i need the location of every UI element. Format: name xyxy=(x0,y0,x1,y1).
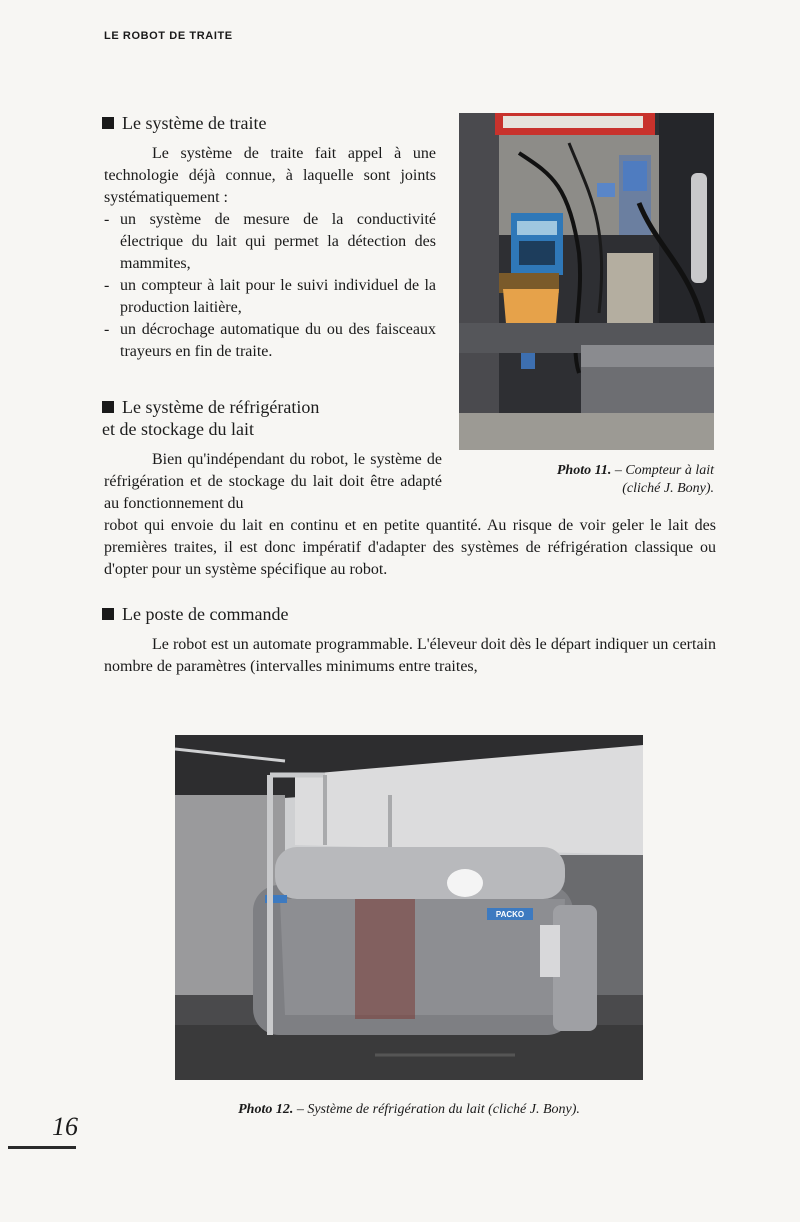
list-item: - un compteur à lait pour le suivi individuel de la production laitière, xyxy=(104,275,436,319)
photo11-label: Photo 11. xyxy=(556,463,612,478)
section-heading-commande: Le poste de commande xyxy=(102,603,288,625)
photo12-caption: Photo 12. – Système de réfrigération du lait (cliché J. Bony). xyxy=(238,1102,580,1117)
photo-refrigeration-tank xyxy=(175,735,643,1080)
milk-meter-illustration xyxy=(459,113,714,450)
photo-milk-meter xyxy=(459,113,714,450)
section-body-traite xyxy=(104,143,436,363)
page-number-rule xyxy=(8,1146,76,1149)
page-number: 16 xyxy=(52,1112,78,1141)
square-bullet-icon xyxy=(102,608,114,620)
section-heading-traite: Le système de traite xyxy=(102,112,266,134)
refrigeration-para-start: Bien qu'indépendant du robot, le système de réfrigération et de stockage du lait doit être adapté au fonctionnement du xyxy=(104,451,442,512)
traite-intro: Le système de traite fait appel à une technologie déjà connue, à laquelle sont joints systématiquement : xyxy=(104,145,436,206)
commande-para: Le robot est un automate programmable. L'éleveur doit dès le départ indiquer un certain nombre de paramètres (intervalles minimums entre traites, xyxy=(104,636,716,675)
running-head: LE ROBOT DE TRAITE xyxy=(104,30,233,42)
tank-brand-label: PACKO xyxy=(495,910,525,919)
list-item: - un système de mesure de la conductivité électrique du lait qui permet la détection des mammites, xyxy=(104,209,436,275)
refrigeration-tank-illustration xyxy=(175,735,643,1080)
refrigeration-para-continued: robot qui envoie du lait en continu et en petite quantité. Au risque de voir geler le lait des premières traites, il est donc impératif d'adapter des systèmes de réfrigération classique ou d'opter pour un système spécifique au robot. xyxy=(104,517,716,578)
square-bullet-icon xyxy=(102,401,114,413)
square-bullet-icon xyxy=(102,117,114,129)
section-heading-refrigeration: Le système de réfrigération et de stockage du lait xyxy=(102,397,320,439)
photo11-caption: Photo 11. – Compteur à lait (cliché J. Bony). xyxy=(556,463,714,496)
traite-list xyxy=(104,209,436,363)
list-item: - un décrochage automatique du ou des faisceaux trayeurs en fin de traite. xyxy=(104,319,436,363)
photo12-label: Photo 12. xyxy=(238,1102,294,1117)
